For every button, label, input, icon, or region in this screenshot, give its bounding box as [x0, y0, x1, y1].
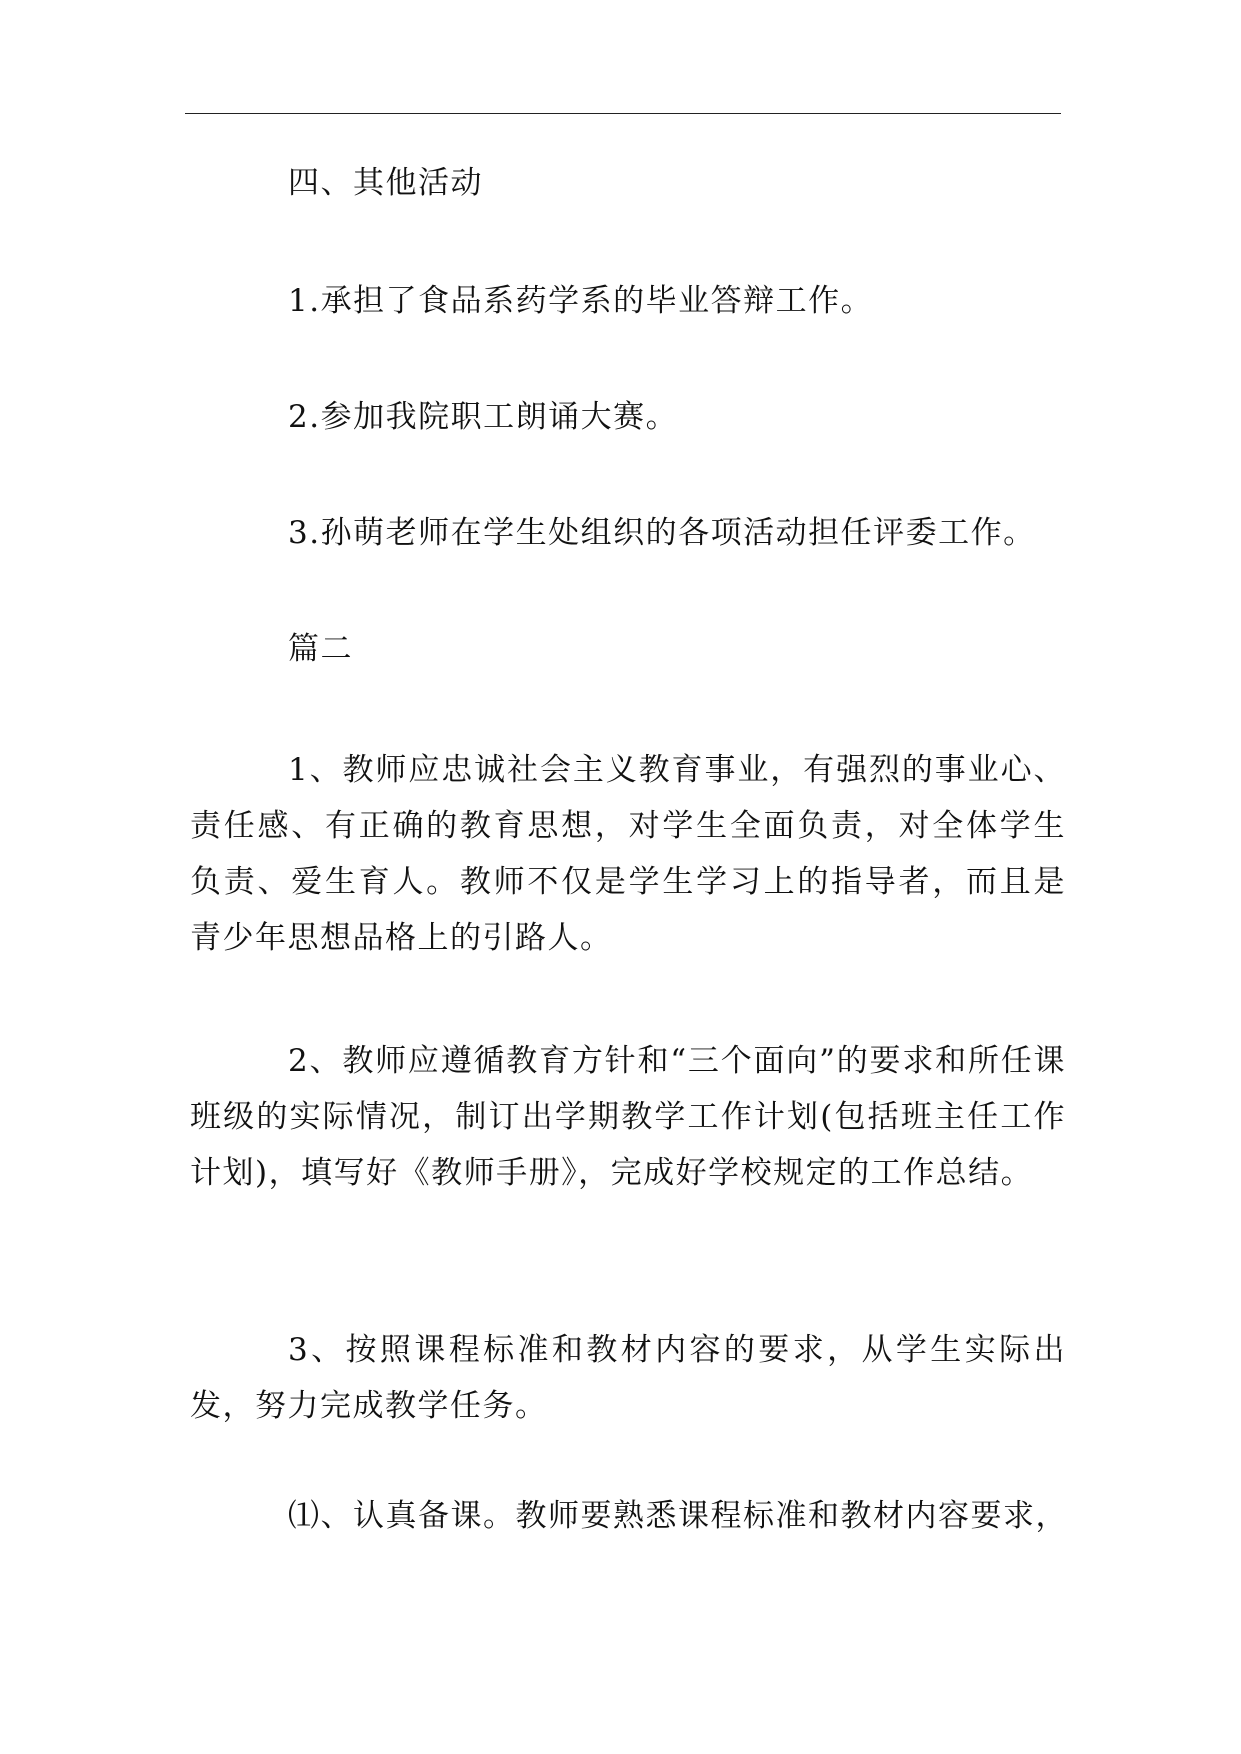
activity-item: 3.孙萌老师在学生处组织的各项活动担任评委工作。	[288, 515, 1036, 551]
activity-item: 1.承担了食品系药学系的毕业答辩工作。	[288, 283, 874, 319]
header-rule	[185, 113, 1061, 114]
body-paragraph: 1、教师应忠诚社会主义教育事业，有强烈的事业心、责任感、有正确的教育思想，对学生全面负责，对全体学生负责、爱生育人。教师不仅是学生学习上的指导者，而且是青少年思想品格上的引路人。	[190, 752, 1066, 956]
section-heading: 四、其他活动	[288, 165, 483, 201]
body-paragraph: 2、教师应遵循教育方针和“三个面向”的要求和所任课班级的实际情况，制订出学期教学工作计划(包括班主任工作计划)，填写好《教师手册》，完成好学校规定的工作总结。	[190, 1043, 1066, 1191]
body-paragraph: ⑴、认真备课。教师要熟悉课程标准和教材内容要求，	[288, 1498, 1068, 1534]
body-paragraph: 3、按照课程标准和教材内容的要求，从学生实际出发，努力完成教学任务。	[190, 1332, 1066, 1424]
part-heading: 篇二	[288, 631, 353, 667]
activity-item: 2.参加我院职工朗诵大赛。	[288, 399, 679, 435]
